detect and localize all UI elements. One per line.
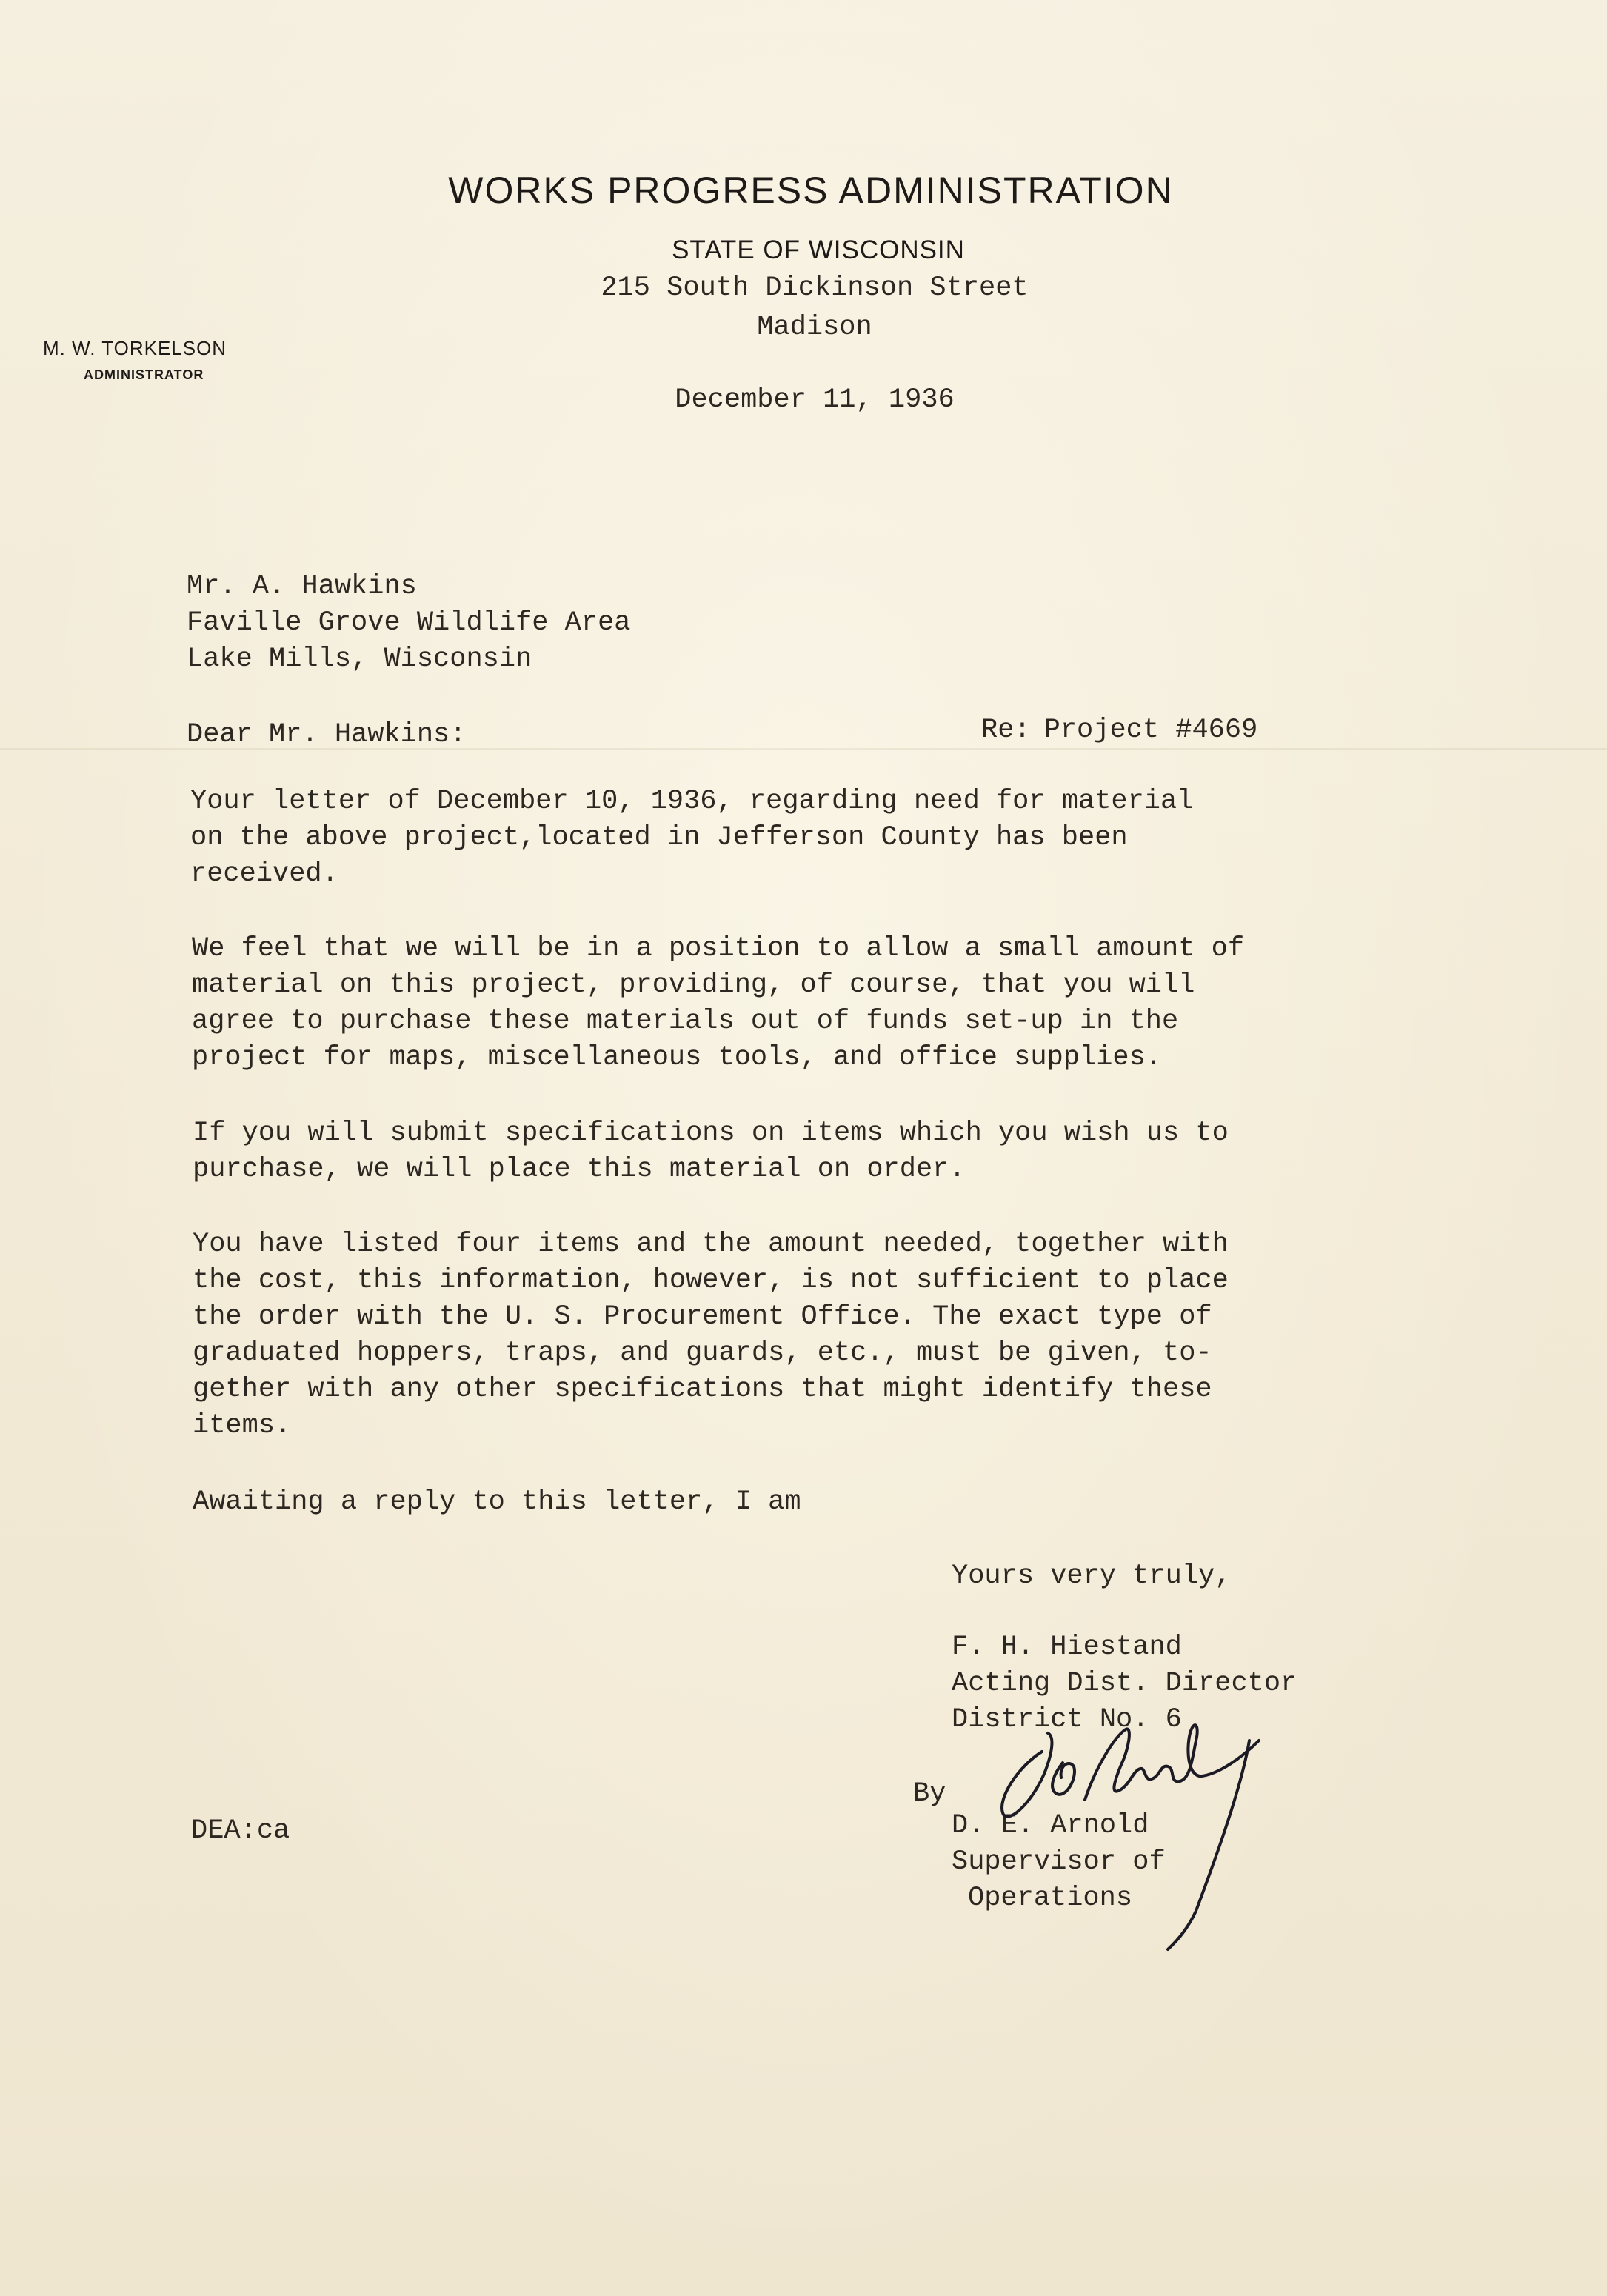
recipient-block	[187, 569, 631, 678]
agent-title-line-2: Operations	[968, 1883, 1133, 1914]
complimentary-close: Yours very truly,	[952, 1561, 1232, 1592]
administrator-title: ADMINISTRATOR	[84, 367, 204, 382]
letter-date: December 11, 1936	[675, 384, 955, 416]
recipient-location: Lake Mills, Wisconsin	[187, 644, 532, 675]
letterhead-address: 215 South Dickinson Street	[601, 273, 1029, 304]
administrator-name: M. W. TORKELSON	[43, 337, 227, 359]
agent-title-line-1: Supervisor of	[952, 1846, 1166, 1878]
body-paragraph-1	[190, 784, 1193, 892]
body-line: items.	[193, 1410, 292, 1441]
reference-label: Re:	[981, 715, 1031, 746]
body-line: You have listed four items and the amount needed, together with	[193, 1229, 1229, 1260]
body-line: on the above project,located in Jefferson County has been	[190, 822, 1128, 853]
body-line: material on this project, providing, of course, that you will	[192, 970, 1195, 1001]
body-paragraph-4	[193, 1227, 1229, 1444]
signer-district: District No. 6	[952, 1704, 1182, 1735]
body-line: graduated hoppers, traps, and guards, etc., must be given, to-	[193, 1338, 1212, 1369]
body-paragraph-3	[193, 1115, 1229, 1188]
body-line: the cost, this information, however, is not sufficient to place	[193, 1265, 1229, 1296]
body-line: Your letter of December 10, 1936, regarding need for material	[190, 786, 1194, 817]
body-line: agree to purchase these materials out of funds set-up in the	[192, 1006, 1179, 1037]
salutation: Dear Mr. Hawkins:	[187, 719, 467, 750]
letterhead-city: Madison	[757, 312, 872, 343]
body-paragraph-5: Awaiting a reply to this letter, I am	[193, 1486, 801, 1518]
body-paragraph-2	[192, 931, 1244, 1076]
letterhead-organization: WORKS PROGRESS ADMINISTRATION	[448, 170, 1174, 211]
body-line: the order with the U. S. Procurement Office. The exact type of	[193, 1301, 1212, 1332]
body-line: We feel that we will be in a position to allow a small amount of	[192, 933, 1245, 964]
body-line: purchase, we will place this material on order.	[193, 1154, 966, 1185]
signer-name: F. H. Hiestand	[952, 1632, 1182, 1663]
letterhead-state: STATE OF WISCONSIN	[672, 236, 965, 264]
recipient-name: Mr. A. Hawkins	[187, 571, 417, 602]
body-line: received.	[190, 858, 338, 890]
signer-title: Acting Dist. Director	[952, 1668, 1297, 1699]
reference-line	[981, 713, 1257, 749]
body-line: gether with any other specifications that might identify these	[193, 1374, 1212, 1405]
agent-name: D. E. Arnold	[952, 1810, 1149, 1841]
by-label: By	[913, 1778, 946, 1809]
recipient-organization: Faville Grove Wildlife Area	[187, 607, 631, 638]
typist-initials: DEA:ca	[191, 1815, 290, 1846]
handwritten-signature	[974, 1696, 1329, 1955]
body-line: project for maps, miscellaneous tools, and office supplies.	[192, 1042, 1163, 1073]
body-line: If you will submit specifications on items which you wish us to	[193, 1118, 1229, 1149]
reference-value: Project #4669	[1043, 715, 1258, 746]
